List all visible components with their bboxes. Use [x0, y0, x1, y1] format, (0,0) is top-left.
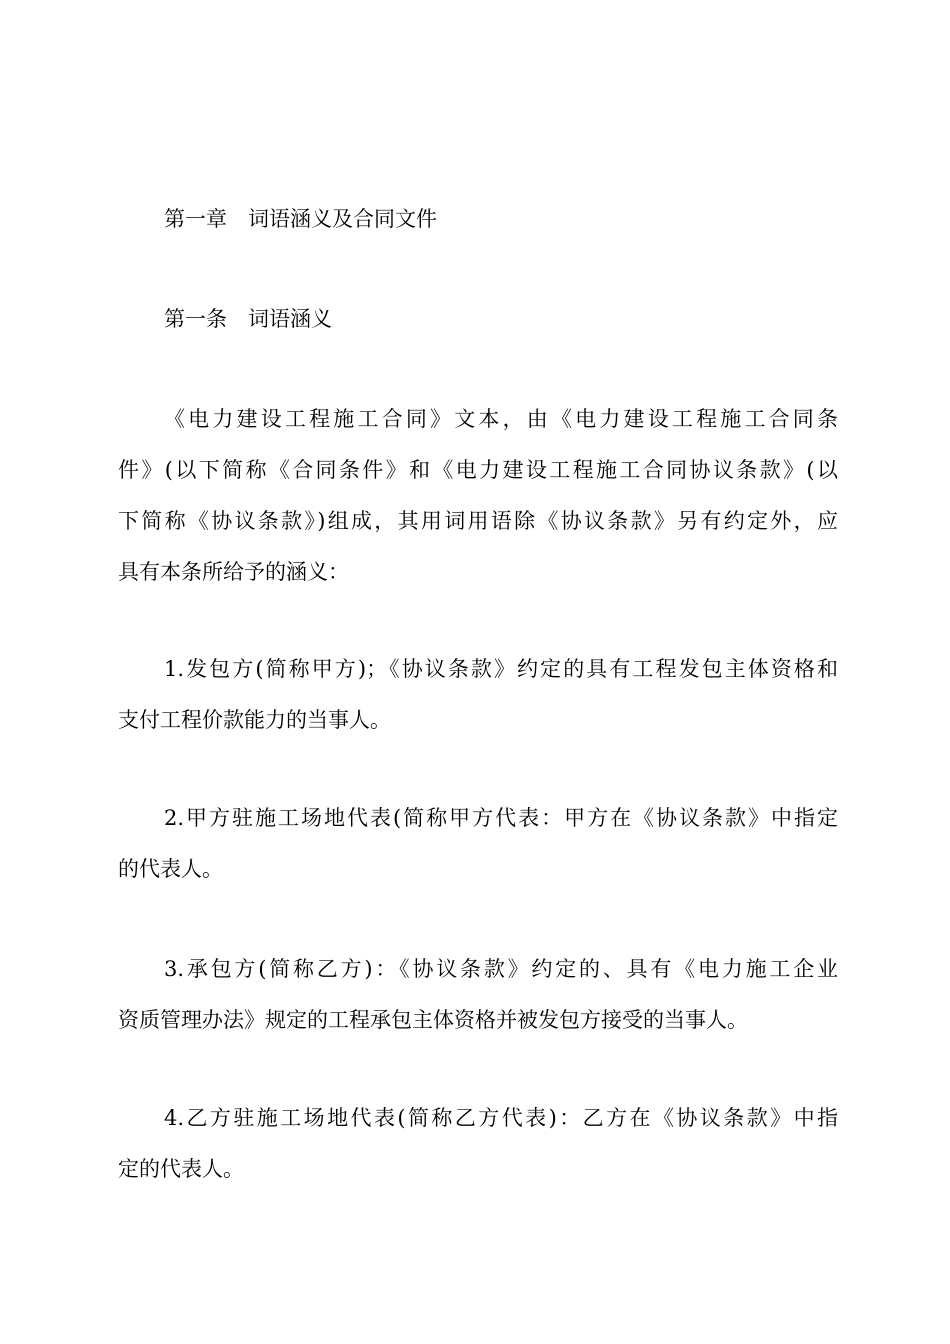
- item-4-line: 定的代表人。: [118, 1157, 244, 1181]
- intro-paragraph-line: 件》(以下简称《合同条件》和《电力建设工程施工合同协议条款》(以: [118, 458, 838, 482]
- intro-paragraph-line: 具有本条所给予的涵义：: [118, 560, 349, 584]
- intro-paragraph-line: 《电力建设工程施工合同》文本，由《电力建设工程施工合同条: [164, 407, 838, 431]
- article-heading: 第一条 词语涵义: [164, 307, 332, 331]
- item-2-line: 2.甲方驻施工场地代表(简称甲方代表：甲方在《协议条款》中指定: [164, 806, 838, 830]
- item-4-line: 4.乙方驻施工场地代表(简称乙方代表)：乙方在《协议条款》中指: [164, 1106, 838, 1130]
- item-3-line: 资质管理办法》规定的工程承包主体资格并被发包方接受的当事人。: [118, 1008, 748, 1032]
- item-1-line: 1.发包方(简称甲方)；《协议条款》约定的具有工程发包主体资格和: [164, 657, 838, 681]
- item-2-line: 的代表人。: [118, 857, 223, 881]
- item-3-line: 3.承包方(简称乙方)：《协议条款》约定的、具有《电力施工企业: [164, 957, 838, 981]
- intro-paragraph-line: 下简称《协议条款》)组成，其用词用语除《协议条款》另有约定外，应: [118, 509, 838, 533]
- chapter-heading: 第一章 词语涵义及合同文件: [164, 207, 437, 231]
- item-1-line: 支付工程价款能力的当事人。: [118, 708, 391, 732]
